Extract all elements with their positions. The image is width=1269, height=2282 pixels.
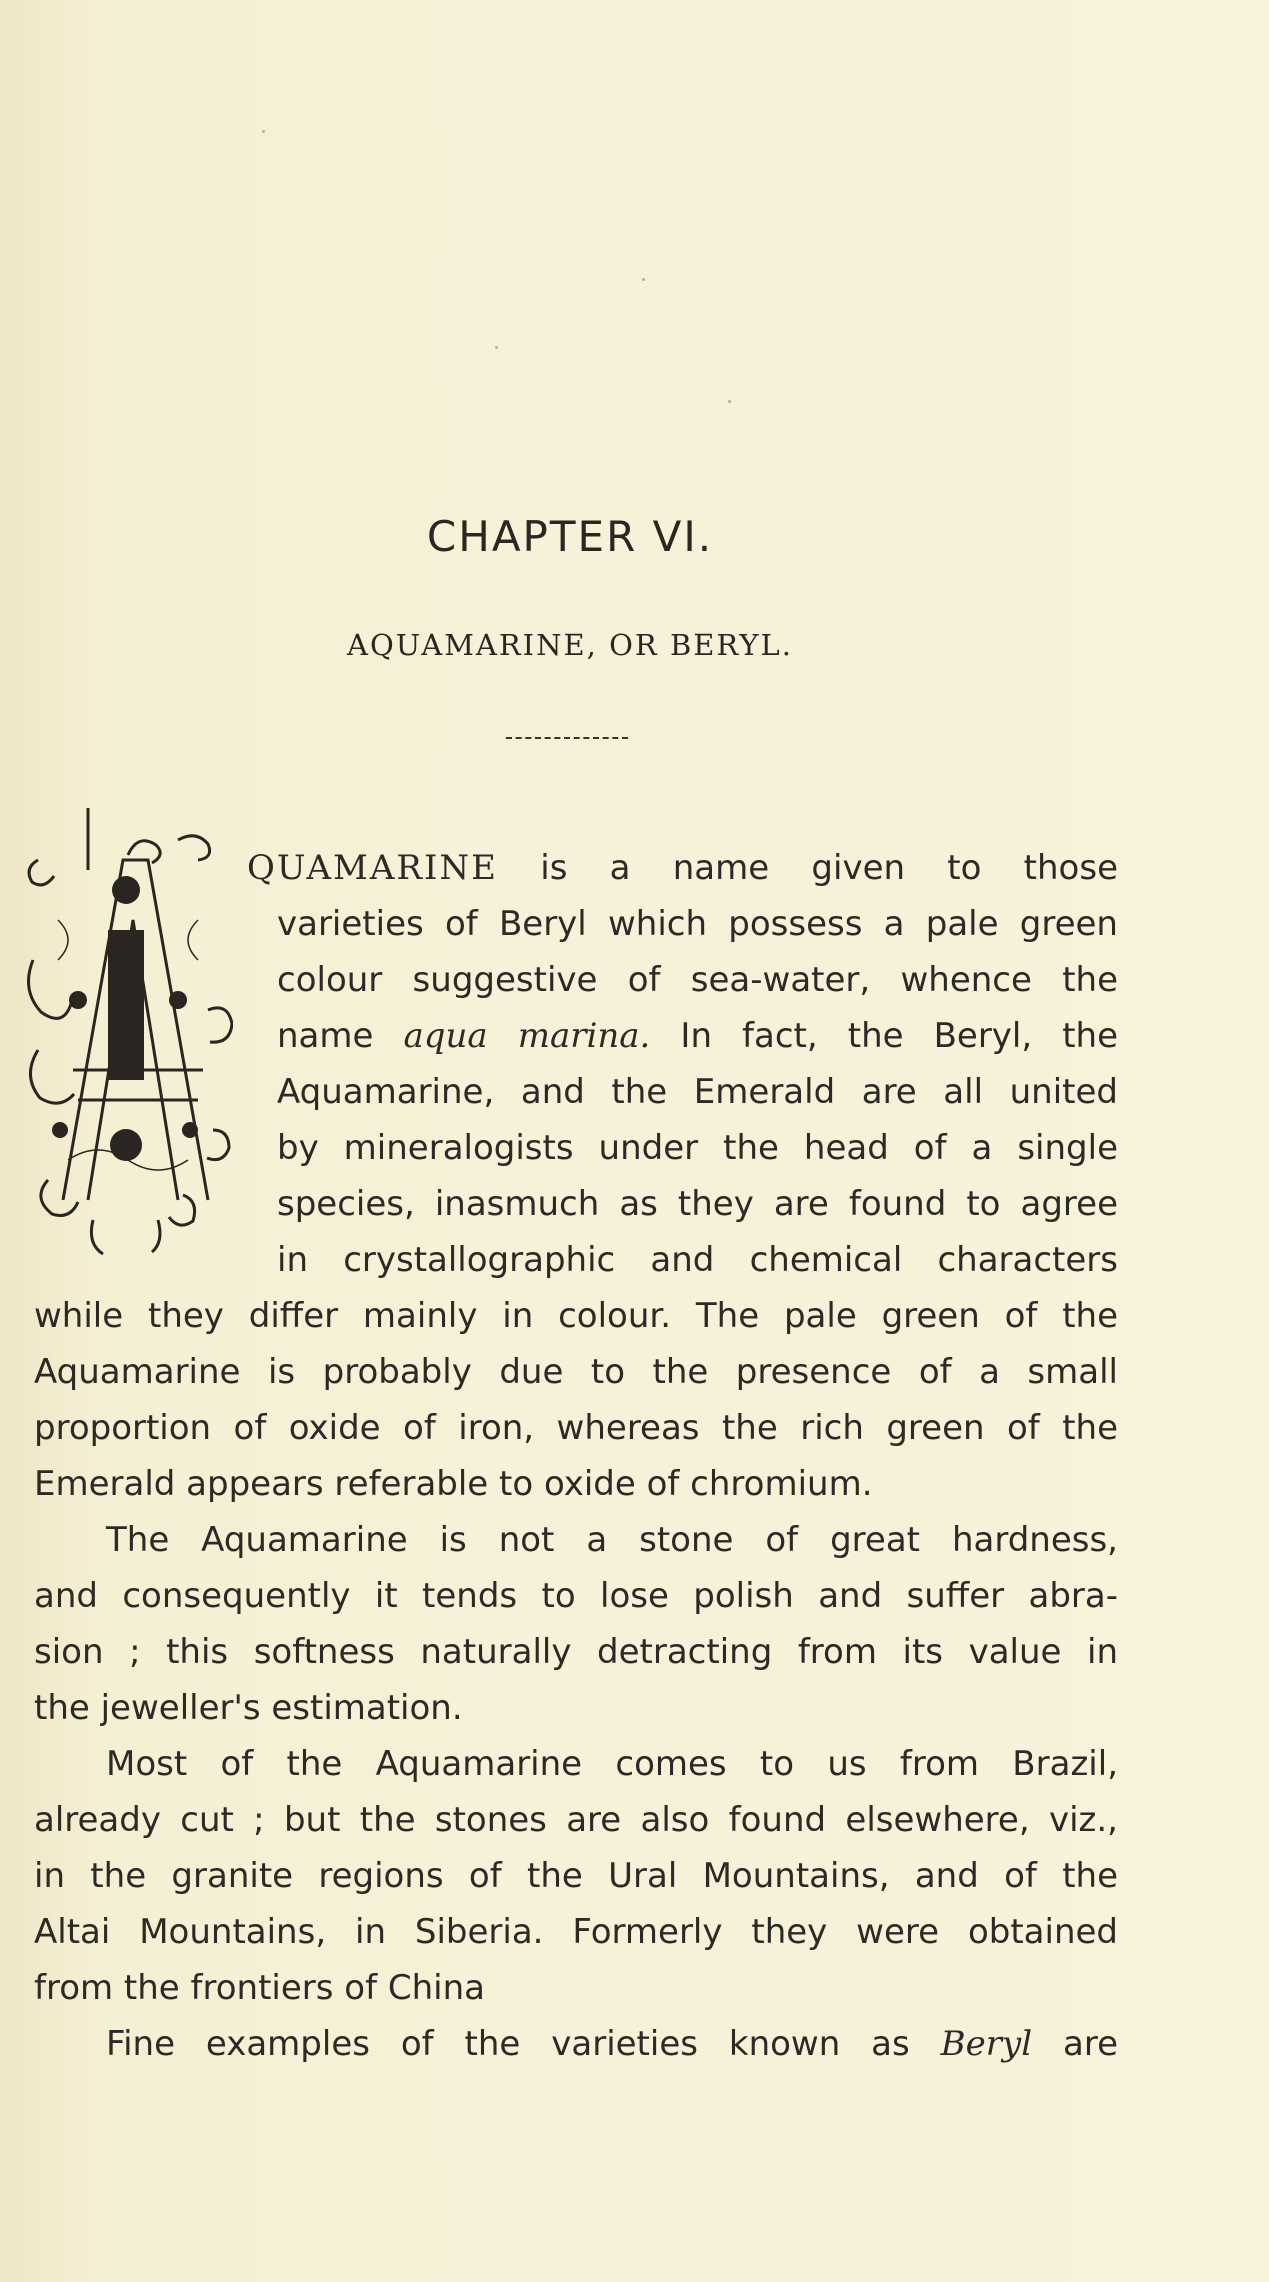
text-line: The Aquamarine is not a stone of great hardness, — [106, 1520, 1118, 1560]
text-line: colour suggestive of sea-water, whence the — [277, 960, 1118, 1000]
text-line: the jeweller's estimation. — [34, 1688, 463, 1728]
text-line: in crystallographic and chemical characters — [277, 1240, 1118, 1280]
italic-term: aqua marina. — [403, 1016, 651, 1056]
chapter-subtitle: AQUAMARINE, OR BERYL. — [347, 628, 793, 662]
text-line: Emerald appears referable to oxide of chromium. — [34, 1464, 873, 1504]
text-line: already cut ; but the stones are also found elsewhere, viz., — [34, 1800, 1118, 1840]
text-line: Most of the Aquamarine comes to us from Brazil, — [106, 1744, 1118, 1784]
paper-speck — [642, 278, 645, 281]
section-rule — [506, 737, 628, 739]
text-line — [247, 848, 1118, 888]
text-line: while they differ mainly in colour. The pale green of the — [34, 1296, 1118, 1336]
text-line: Altai Mountains, in Siberia. Formerly they were obtained — [34, 1912, 1118, 1952]
text-line: sion ; this softness naturally detracting from its value in — [34, 1632, 1118, 1672]
text-line: by mineralogists under the head of a single — [277, 1128, 1118, 1168]
text-line: species, inasmuch as they are found to agree — [277, 1184, 1118, 1224]
text-span: are — [1063, 2024, 1119, 2064]
text-line: in the granite regions of the Ural Mountains, and of the — [34, 1856, 1118, 1896]
text-span: In fact, the Beryl, the — [680, 1016, 1119, 1056]
italic-term: Beryl — [940, 2024, 1033, 2064]
ornamental-initial-a-icon — [18, 800, 233, 1270]
text-line — [277, 1016, 1118, 1056]
text-line: from the frontiers of China — [34, 1968, 485, 2008]
text-span: Fine examples of the varieties known as — [106, 2024, 910, 2064]
paper-speck — [262, 130, 265, 133]
text-line — [106, 2024, 1118, 2064]
text-line: proportion of oxide of iron, whereas the rich green of the — [34, 1408, 1118, 1448]
text-line: Aquamarine is probably due to the presence of a small — [34, 1352, 1118, 1392]
drop-cap-continuation: QUAMARINE — [247, 848, 499, 888]
text-line: and consequently it tends to lose polish and suffer abra- — [34, 1576, 1118, 1616]
chapter-title: CHAPTER VI. — [426, 512, 714, 561]
paper-speck — [495, 346, 498, 349]
text-line: varieties of Beryl which possess a pale green — [277, 904, 1118, 944]
text-span: is a name given to those — [540, 848, 1118, 888]
paper-speck — [728, 400, 731, 403]
text-span: name — [277, 1016, 374, 1056]
text-line: Aquamarine, and the Emerald are all united — [277, 1072, 1118, 1112]
